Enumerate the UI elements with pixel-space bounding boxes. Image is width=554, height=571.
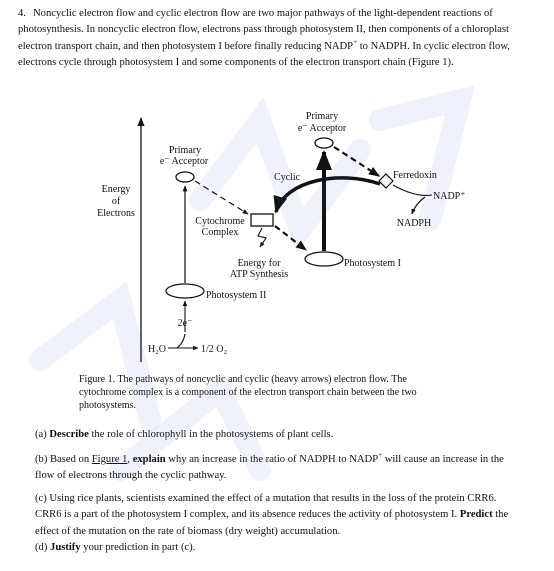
part-b-comma: , (127, 454, 133, 465)
part-b (35, 452, 513, 485)
part-a (35, 427, 513, 443)
part-c-text-1: Using rice plants, scientists examined the effect of a mutation that results in the loss of the protein CRR6. CRR6 is a part of the photosystem I complex, and its absence reduces the activity of photosystem I. (35, 493, 497, 521)
energy-atp-label-1: Energy for (237, 258, 281, 269)
part-d-label: (d) (35, 542, 51, 553)
part-d-verb: Justify (50, 542, 81, 553)
part-b-text-1: why an increase in the ratio of NADPH to NADP (165, 454, 379, 465)
nadph-arrow (412, 197, 425, 214)
cytochrome-label-1: Cytochrome (195, 216, 245, 227)
part-c-verb: Predict (459, 509, 493, 521)
nadp-reduction-arrow (393, 185, 432, 195)
ferredoxin-diamond (379, 174, 393, 188)
intro-text-part1: Noncyclic electron flow and cyclic electron flow are two major pathways of the light-dependent reactions of photosynthesis. In noncyclic electron flow, electrons pass through photosystem II, then components of a chloroplast electron transport chain, and then photosystem I before finally reducing NADP (18, 8, 509, 52)
figure-caption: Figure 1. The pathways of noncyclic and cyclic (heavy arrows) electron flow. The cytochrome complex is a component of the electron transport chain between the two photosystems. (79, 374, 417, 411)
primary-acceptor-right-label-1: Primary (305, 111, 339, 122)
part-b-verb: explain (132, 454, 166, 465)
primary-acceptor-left-ellipse (176, 172, 194, 182)
ferredoxin-label: Ferredoxin (393, 170, 437, 181)
intro-text-part2: to NADPH. In cyclic electron flow, electrons cycle through photosystem I and some components of the electron transport chain (Figure 1). (18, 40, 510, 69)
two-e-label: 2e⁻ (177, 318, 193, 329)
part-a-text: the role of chlorophyll in the photosystems of plant cells. (88, 429, 334, 440)
primary-acceptor-right-label-2: e⁻ Acceptor (297, 123, 347, 134)
primary-acceptor-left-label-1: Primary (168, 145, 202, 156)
energy-zigzag-arrow (258, 228, 266, 247)
part-c-text-2: the effect of the mutation on the rate of biomass (dry weight) accumulation. (35, 509, 509, 537)
question-intro (18, 6, 532, 72)
primary-acceptor-right-ellipse (315, 138, 333, 148)
question-number: 4. (18, 8, 26, 19)
energy-axis-label-3: Electrons (97, 208, 135, 219)
part-b-label: (b) Based on (35, 454, 92, 465)
h2o-label: H₂O (148, 344, 166, 355)
figure-1-link[interactable]: Figure 1 (91, 454, 128, 465)
energy-axis-label-1: Energy (101, 184, 131, 195)
cyclic-label: Cyclic (273, 172, 301, 183)
cytochrome-label-2: Complex (201, 227, 239, 238)
energy-atp-label-2: ATP Synthesis (229, 269, 289, 280)
photosystem-i-label: Photosystem I (344, 258, 401, 269)
photosystem-ii-ellipse (166, 284, 204, 298)
part-a-label: (a) (35, 429, 50, 440)
photosystem-ii-label: Photosystem II (206, 290, 267, 301)
half-o2-label: 1/2 O₂ (201, 344, 227, 355)
cytochrome-to-ps1-arrow (275, 226, 306, 250)
part-b-superscript: + (378, 451, 383, 459)
nadph-label: NADPH (396, 218, 432, 229)
primary-acceptor-left-label-2: e⁻ Acceptor (159, 156, 209, 167)
part-c-label: (c) (35, 493, 50, 504)
cytochrome-complex-box (251, 214, 273, 226)
acceptor-to-ferredoxin-arrow (334, 147, 379, 176)
part-b-text-2: will cause an increase in the flow of electrons through the cyclic pathway. (35, 454, 504, 482)
water-curve (177, 334, 185, 348)
nadp-plus-superscript: + (353, 37, 358, 46)
part-c (35, 491, 513, 540)
acceptor-to-cytochrome-arrow (195, 181, 248, 214)
photosystem-i-ellipse (305, 252, 343, 266)
nadp-plus-label: NADP⁺ (433, 191, 466, 202)
part-d (35, 540, 513, 556)
energy-axis-label-2: of (111, 196, 121, 207)
part-a-verb: Describe (49, 429, 89, 440)
part-d-text: your prediction in part (c). (80, 542, 196, 553)
